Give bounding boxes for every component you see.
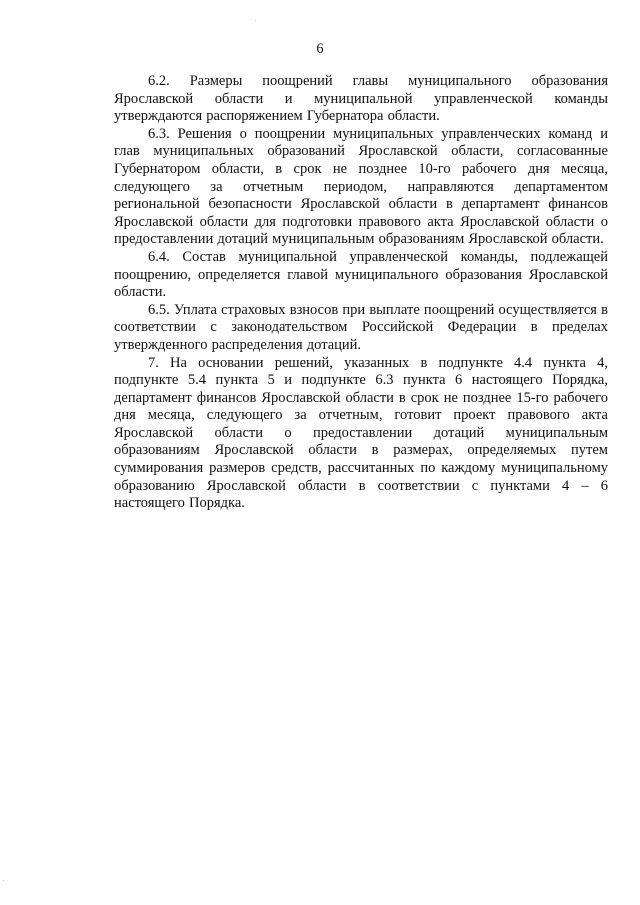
paragraph-6-4: 6.4. Состав муниципальной управленческой команды, подлежащей поощрению, определяется главой муниципального образования Ярославской области. <box>114 248 608 301</box>
paragraph-6-3: 6.3. Решения о поощрении муниципальных управленческих команд и глав муниципальных образований Ярославской области, согласованные Губернатором области, в срок не позднее 10-го рабочего дня месяца, следующего за отчетным периодом, направляются департаментом региональной безопасности Ярославской области в департамент финансов Ярославской области для подготовки правового акта Ярославской области о предоставлении дотаций муниципальным образованиям Ярославской области. <box>114 125 608 248</box>
paragraph-6-2: 6.2. Размеры поощрений главы муниципального образования Ярославской области и муниципальной управленческой команды утверждаются распоряжением Губернатора области. <box>114 73 608 125</box>
document-body <box>114 73 608 513</box>
page-number: 6 <box>316 41 324 57</box>
paragraph-7: 7. На основании решений, указанных в подпункте 4.4 пункта 4, подпункте 5.4 пункта 5 и подпункте 6.3 пункта 6 настоящего Порядка, департамент финансов Ярославской области в срок не позднее 15-го рабочего дня месяца, следующего за отчетным, готовит проект правового акта Ярославской области о предоставлении дотаций муниципальным образованиям Ярославской области в размерах, определяемых путем суммирования размеров средств, рассчитанных по каждому муниципальному образованию Ярославской области в соответствии с пунктами 4 – 6 настоящего Порядка. <box>114 354 608 512</box>
paragraph-6-5: 6.5. Уплата страховых взносов при выплате поощрений осуществляется в соответствии с законодательством Российской Федерации в пределах утвержденного распределения дотаций. <box>114 301 608 353</box>
scan-speck <box>255 20 256 21</box>
scan-speck <box>3 880 4 881</box>
